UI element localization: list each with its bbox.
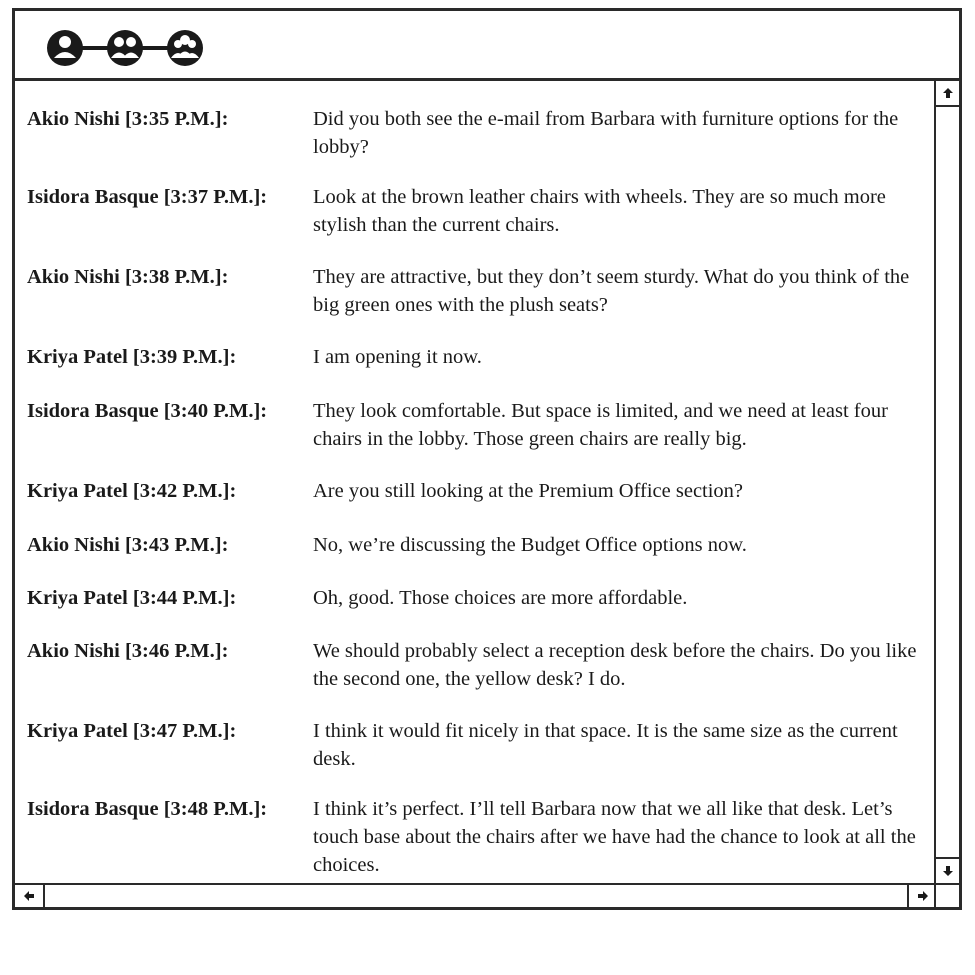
message-text: I think it’s perfect. I’ll tell Barbara now that we all like that desk. Let’s touch base about the chairs after we have had the chance to look at all the choices. <box>313 798 916 876</box>
group-icon[interactable] <box>167 30 203 66</box>
title-bar <box>15 11 959 81</box>
message-text: Did you both see the e-mail from Barbara with furniture options for the lobby? <box>313 108 899 158</box>
message-sender: Kriya Patel [3:39 P.M.]: <box>27 346 237 368</box>
message-text: Look at the brown leather chairs with wheels. They are so much more stylish than the current chairs. <box>313 186 886 236</box>
message-text: They look comfortable. But space is limited, and we need at least four chairs in the lobby. Those green chairs are really big. <box>313 400 888 450</box>
message-sender: Akio Nishi [3:38 P.M.]: <box>27 266 229 288</box>
message-text: I think it would fit nicely in that space. It is the same size as the current desk. <box>313 720 898 770</box>
scroll-right-button[interactable] <box>907 885 937 907</box>
message-sender: Isidora Basque [3:48 P.M.]: <box>27 798 268 820</box>
chat-window <box>12 8 962 910</box>
message-list[interactable] <box>15 81 937 883</box>
message-sender: Kriya Patel [3:44 P.M.]: <box>27 587 237 609</box>
message-sender: Kriya Patel [3:42 P.M.]: <box>27 480 237 502</box>
scroll-up-button[interactable] <box>936 81 959 107</box>
two-people-icon[interactable] <box>107 30 143 66</box>
participants-icons <box>45 27 205 69</box>
scrollbar-corner <box>934 883 959 907</box>
scroll-left-button[interactable] <box>15 885 45 907</box>
up-arrow-icon <box>942 87 954 99</box>
single-person-icon[interactable] <box>47 30 83 66</box>
message-sender: Akio Nishi [3:35 P.M.]: <box>27 108 229 130</box>
left-arrow-icon <box>23 890 35 902</box>
message-sender: Akio Nishi [3:46 P.M.]: <box>27 640 229 662</box>
down-arrow-icon <box>942 865 954 877</box>
message-sender: Isidora Basque [3:40 P.M.]: <box>27 400 268 422</box>
scroll-down-button[interactable] <box>936 857 959 883</box>
message-text: Are you still looking at the Premium Office section? <box>313 480 744 502</box>
message-text: Oh, good. Those choices are more affordable. <box>313 587 688 609</box>
message-text: They are attractive, but they don’t seem sturdy. What do you think of the big green ones with the plush seats? <box>313 266 910 316</box>
right-arrow-icon <box>917 890 929 902</box>
vertical-scrollbar[interactable] <box>934 81 959 883</box>
message-sender: Akio Nishi [3:43 P.M.]: <box>27 534 229 556</box>
message-text: We should probably select a reception desk before the chairs. Do you like the second one, the yellow desk? I do. <box>313 640 917 690</box>
message-text: No, we’re discussing the Budget Office options now. <box>313 534 747 556</box>
message-text: I am opening it now. <box>313 346 482 368</box>
message-sender: Isidora Basque [3:37 P.M.]: <box>27 186 268 208</box>
horizontal-scrollbar[interactable] <box>15 883 937 907</box>
message-sender: Kriya Patel [3:47 P.M.]: <box>27 720 237 742</box>
